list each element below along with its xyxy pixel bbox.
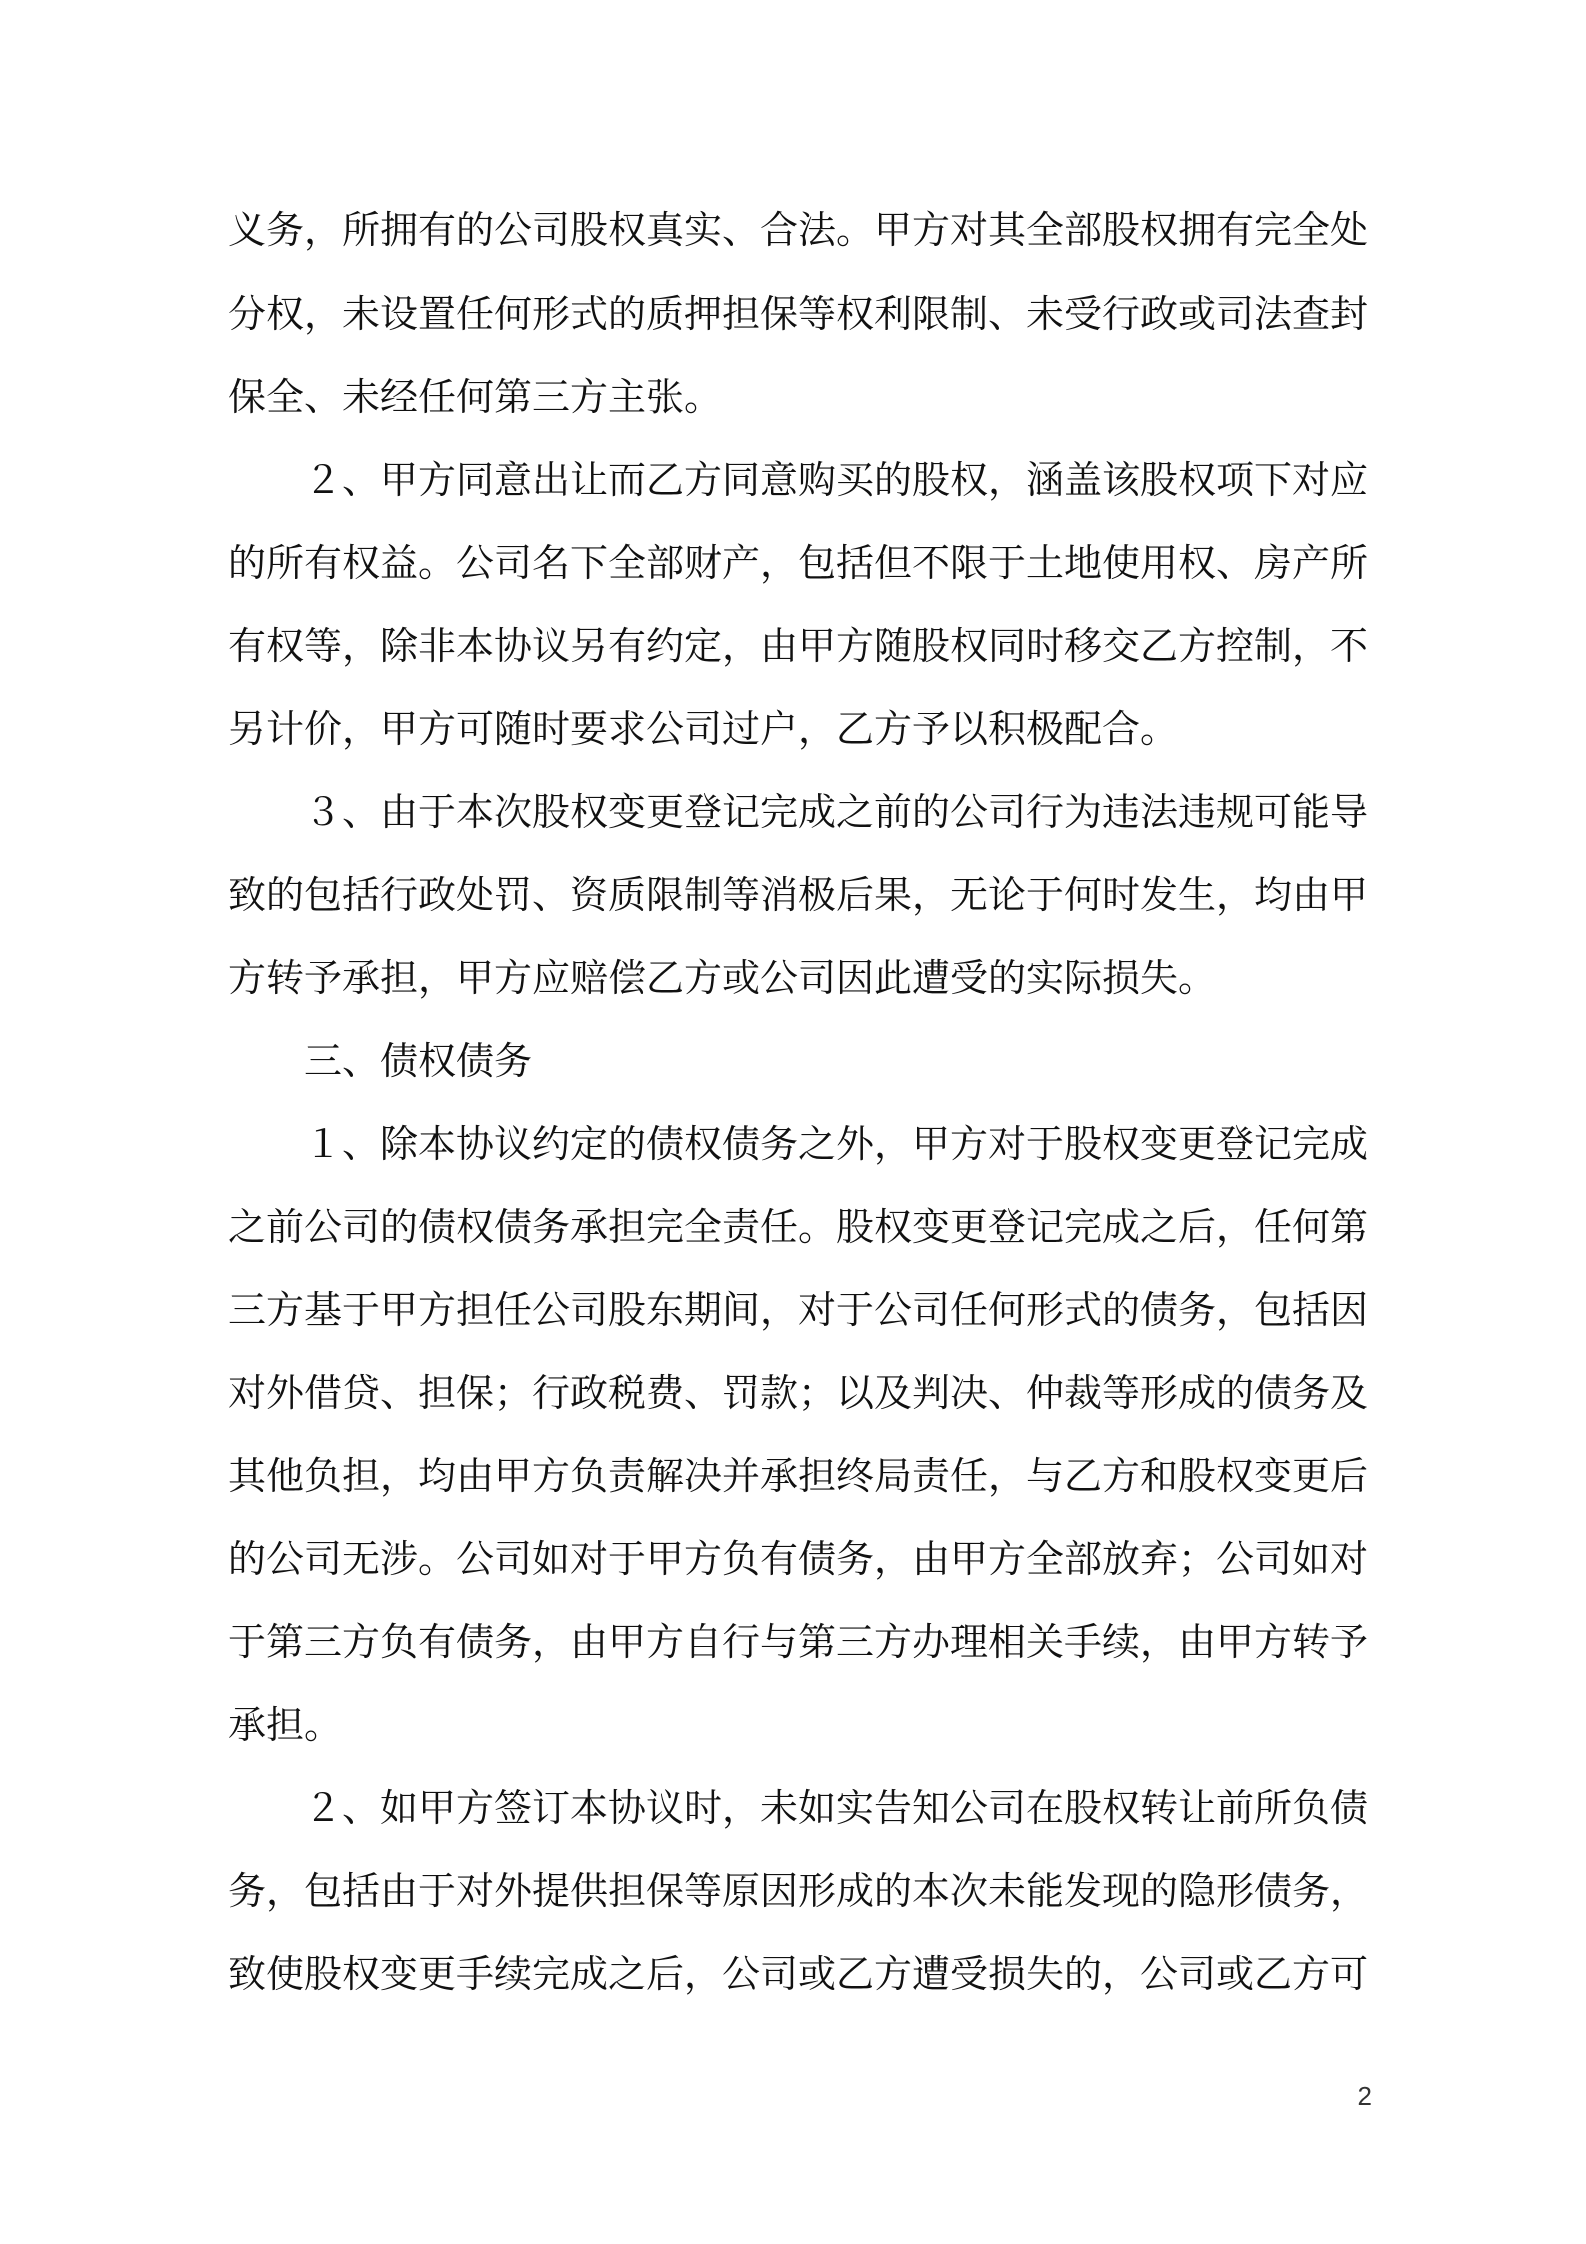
paragraph-line: 其他负担，均由甲方负责解决并承担终局责任，与乙方和股权变更后 xyxy=(228,1454,1369,1498)
paragraph-line: ３、由于本次股权变更登记完成之前的公司行为违法违规可能导 xyxy=(304,790,1369,834)
paragraph-line: 之前公司的债权债务承担完全责任。股权变更登记完成之后，任何第 xyxy=(228,1205,1369,1249)
paragraph-line: 义务，所拥有的公司股权真实、合法。甲方对其全部股权拥有完全处 xyxy=(228,208,1369,252)
paragraph-line: 另计价，甲方可随时要求公司过户，乙方予以积极配合。 xyxy=(228,707,1179,751)
paragraph-line: 务，包括由于对外提供担保等原因形成的本次未能发现的隐形债务， xyxy=(228,1869,1369,1913)
paragraph-line: 于第三方负有债务，由甲方自行与第三方办理相关手续，由甲方转予 xyxy=(228,1620,1369,1664)
paragraph-line: 的所有权益。公司名下全部财产，包括但不限于土地使用权、房产所 xyxy=(228,541,1369,585)
paragraph-line: 分权，未设置任何形式的质押担保等权利限制、未受行政或司法查封 xyxy=(228,292,1369,336)
paragraph-line: 方转予承担，甲方应赔偿乙方或公司因此遭受的实际损失。 xyxy=(228,956,1217,1000)
paragraph-line: 致使股权变更手续完成之后，公司或乙方遭受损失的，公司或乙方可 xyxy=(228,1952,1369,1996)
paragraph-line: 承担。 xyxy=(228,1703,343,1747)
paragraph-line: １、除本协议约定的债权债务之外，甲方对于股权变更登记完成 xyxy=(304,1122,1369,1166)
paragraph-line: 有权等，除非本协议另有约定，由甲方随股权同时移交乙方控制，不 xyxy=(228,624,1369,668)
paragraph-line: 致的包括行政处罚、资质限制等消极后果，无论于何时发生，均由甲 xyxy=(228,873,1369,917)
paragraph-line: 三方基于甲方担任公司股东期间，对于公司任何形式的债务，包括因 xyxy=(228,1288,1369,1332)
paragraph-line: ２、甲方同意出让而乙方同意购买的股权，涵盖该股权项下对应 xyxy=(304,458,1369,502)
section-heading: 三、债权债务 xyxy=(304,1039,533,1083)
paragraph-line: ２、如甲方签订本协议时，未如实告知公司在股权转让前所负债 xyxy=(304,1786,1369,1830)
paragraph-line: 保全、未经任何第三方主张。 xyxy=(228,375,723,419)
paragraph-line: 的公司无涉。公司如对于甲方负有债务，由甲方全部放弃；公司如对 xyxy=(228,1537,1369,1581)
paragraph-line: 对外借贷、担保；行政税费、罚款；以及判决、仲裁等形成的债务及 xyxy=(228,1371,1369,1415)
page-number: 2 xyxy=(1357,2081,1372,2111)
